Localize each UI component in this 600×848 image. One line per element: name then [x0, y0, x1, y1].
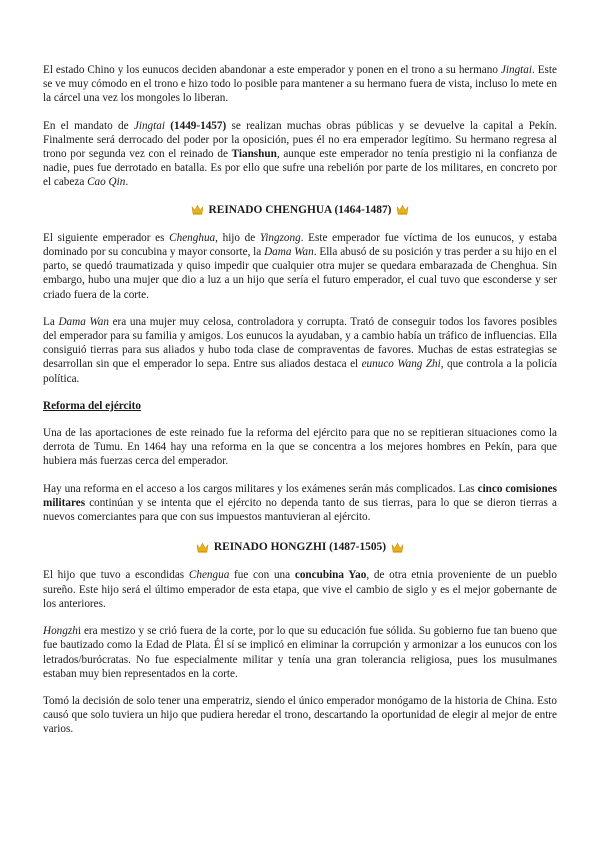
paragraph-army-reform: Una de las aportaciones de este reinado fue la reforma del ejército para que no se repitieran situaciones como la derrota de Tumu. En 1464 hay una reforma en la que se concentra a los mejores hombres en Pekín, para que hubiera más fuerzas cerca del emperador.	[43, 427, 557, 468]
crown-icon	[391, 542, 404, 553]
heading-hongzhi: REINADO HONGZHI (1487-1505)	[43, 540, 557, 554]
paragraph-monogamy: Tomó la decisión de solo tener una emperatriz, siendo el único emperador monógamo de la historia de China. Esto causó que solo tuviera un hijo que pudiera heredar el trono, descartando la oportunidad de elegir al mejor de entre varios.	[43, 694, 557, 736]
paragraph-dama-wan: La Dama Wan era una mujer muy celosa, controladora y corrupta. Trató de conseguir todos los favores posibles del emperador para su familia y amigos. Los eunucos la ayudaban, y a cambio había un tráfico de influencias. Ella consiguió tierras para sus aliados y hubo toda clase de compraventas de favores. Muchas de estas estrategias se desarrollan sin que el emperador lo sepa. Entre sus aliados destaca el eunuco Wang Zhi, que controla a la policía política.	[43, 315, 557, 385]
document-page	[43, 63, 557, 750]
crown-icon	[191, 204, 204, 215]
paragraph-chenghua: El siguiente emperador es Chenghua, hijo de Yingzong. Este emperador fue víctima de los eunucos, y estaba dominado por su concubina y mayor consorte, la Dama Wan. Ella abusó de su posición y tras perder a su hijo en el parto, se quedó traumatizada y quiso impedir que cualquier otra mujer se quedara embarazada de Chenghua. Sin embargo, hubo una mujer que dio a luz a un hijo que sería el futuro emperador, el cual tuvo que esconderse y ser criado fuera de la corte.	[43, 231, 558, 301]
paragraph-jingtai-succession: El estado Chino y los eunucos deciden abandonar a este emperador y ponen en el trono a su hermano Jingtai. Este se ve muy cómodo en el trono e hizo todo lo posible para mantener a su hermano fuera de vista, incluso lo mete en la cárcel una vez los mongoles lo liberan.	[43, 64, 557, 105]
paragraph-military-commissions: Hay una reforma en el acceso a los cargos militares y los exámenes serán más complicados. Las cinco comisiones militares continúan y se intenta que el ejército no dependa tanto de sus tierras, para lo que se dieron tierras a nuevos comerciantes para que con sus impuestos mantuvieran al ejército.	[43, 482, 557, 524]
crown-icon	[396, 204, 409, 215]
crown-icon	[196, 542, 209, 553]
subheading-army-reform: Reforma del ejército	[43, 399, 141, 412]
paragraph-jingtai-mandate: En el mandato de Jingtai (1449-1457) se realizan muchas obras públicas y se devuelve la capital a Pekín. Finalmente será derrocado del poder por la oposición, pues él no era emperador legítimo. Su hermano regresa al trono por segunda vez con el reinado de Tianshun, aunque este emperador no tenía prestigio ni la confianza de nadie, pues fue derrotado en batalla. Es por ello que sufre una rebelión por parte de los militares, en concreto por el cabeza Cao Qin.	[43, 119, 557, 189]
heading-chenghua: REINADO CHENGHUA (1464-1487)	[43, 203, 557, 217]
paragraph-hongzhi-government: Hongzhi era mestizo y se crió fuera de la corte, por lo que su educación fue sólida. Su gobierno fue tan bueno que fue bautizado como la Edad de Plata. Él sí se implicó en eliminar la corrupción y armonizar a los eunucos con los letrados/burócratas. No fue especialmente militar y tenía una gran tolerancia religiosa, pues los musulmanes estaban muy bien representados en la corte.	[43, 625, 557, 680]
paragraph-hongzhi-origin: El hijo que tuvo a escondidas Chengua fue con una concubina Yao, de otra etnia proveniente de un pueblo sureño. Este hijo será el último emperador de esta etapa, que vive el cambio de siglo y es el mejor gobernante de los anteriores.	[43, 569, 557, 610]
